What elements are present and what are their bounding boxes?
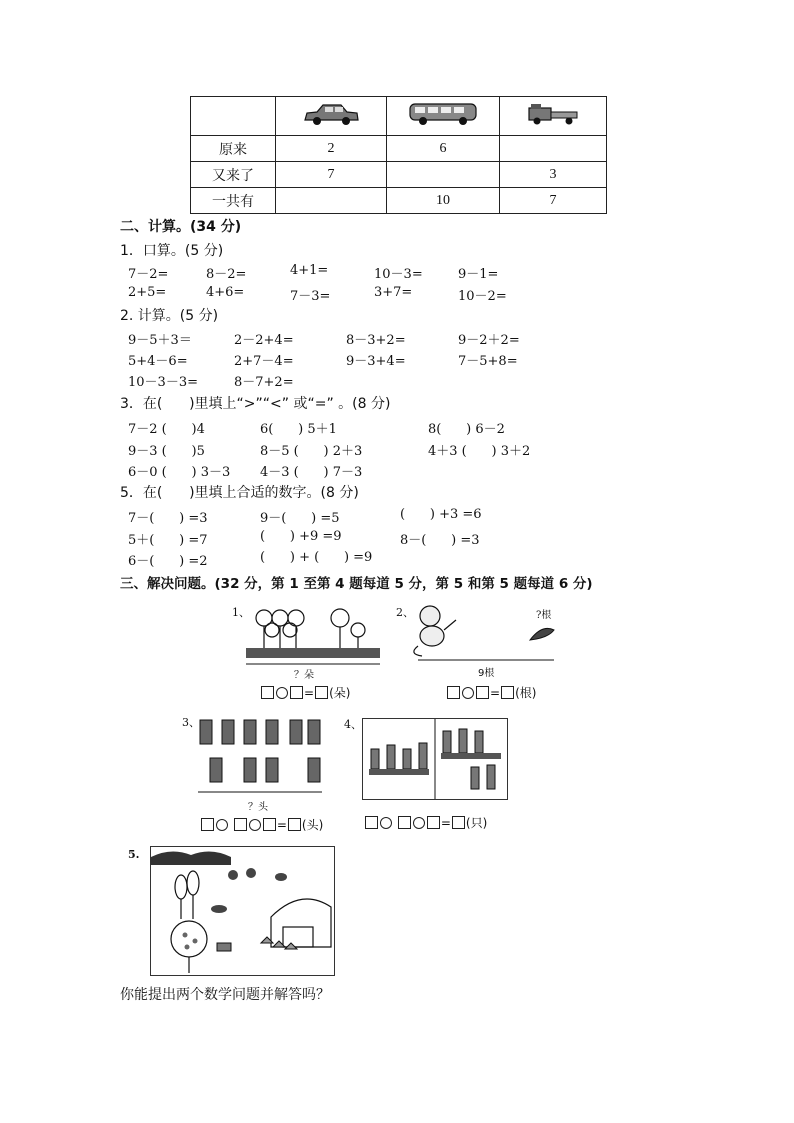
operator-circle[interactable] — [462, 687, 474, 699]
q2-item: 9－2＋2= — [458, 333, 520, 348]
q1-item: 4+6= — [206, 285, 245, 300]
q2-item: 2+7－4= — [234, 354, 294, 369]
problem-number: 2、 — [396, 606, 414, 619]
q2-item: 10－3－3= — [128, 375, 198, 390]
q5-title: 5．在( )里填上合适的数字。(8 分) — [120, 485, 359, 501]
table-cell: 7 — [500, 188, 607, 214]
table-cell: 2 — [276, 136, 387, 162]
q1-item: 7－3= — [290, 289, 331, 304]
unit-label: (头) — [301, 818, 324, 832]
truck-icon — [525, 100, 581, 128]
q1-item: 10－3= — [374, 267, 423, 282]
table-cell — [387, 162, 500, 188]
operator-circle[interactable] — [276, 687, 288, 699]
q1-item: 9－1= — [458, 267, 499, 282]
q5-item: 7－( ) =3 — [128, 511, 208, 526]
answer-box[interactable] — [398, 816, 411, 829]
q1-item: 8－2= — [206, 267, 247, 282]
table-header-truck — [500, 97, 607, 136]
bananas-icon — [528, 624, 556, 644]
problem-number: 1、 — [232, 606, 250, 619]
picture-frame — [362, 718, 508, 800]
q5-item: 5＋( ) =7 — [128, 533, 208, 548]
problem-4 — [344, 712, 508, 832]
problem-number: 4、 — [344, 718, 362, 731]
table-cell: 6 — [387, 136, 500, 162]
farm-scene — [150, 846, 335, 976]
problem-number: 5. — [128, 848, 140, 861]
equation-template: = (只) — [364, 814, 487, 831]
vehicle-table — [190, 96, 607, 214]
q2-item: 8－7+2= — [234, 375, 294, 390]
row-label: 原来 — [191, 136, 276, 162]
table-cell: 10 — [387, 188, 500, 214]
q1-item: 3+7= — [374, 285, 413, 300]
q3-title: 3．在( )里填上“>”“<” 或“=” 。(8 分) — [120, 396, 391, 412]
answer-box[interactable] — [263, 818, 276, 831]
unit-label: (朵) — [329, 686, 351, 700]
table-row — [191, 136, 607, 162]
q3-item: 7－2 ( )4 — [128, 422, 205, 437]
table-header-bus — [387, 97, 500, 136]
problem-3 — [182, 712, 342, 832]
answer-box[interactable] — [201, 818, 214, 831]
animals-icon — [196, 714, 324, 794]
q3-item: 4－3 ( ) 7－3 — [260, 465, 363, 480]
q3-item: 8－5 ( ) 2＋3 — [260, 444, 363, 459]
q3-item: 9－3 ( )5 — [128, 444, 205, 459]
bus-icon — [407, 100, 479, 128]
answer-box[interactable] — [234, 818, 247, 831]
answer-box[interactable] — [501, 686, 514, 699]
q3-item: 6－0 ( ) 3－3 — [128, 465, 231, 480]
problem-question: ?根 — [536, 610, 552, 621]
unit-label: (根) — [515, 686, 537, 700]
problem-label: 9根 — [478, 668, 495, 679]
car-icon — [301, 100, 361, 128]
table-corner — [191, 97, 276, 136]
q3-item: 6( ) 5＋1 — [260, 422, 337, 437]
problem-label: ？头 — [248, 802, 268, 813]
q1-item: 7－2= — [128, 267, 169, 282]
equation-template: = (朵) — [260, 684, 350, 701]
unit-label: (只) — [465, 816, 488, 830]
operator-circle[interactable] — [216, 819, 228, 831]
problem-2 — [396, 602, 556, 702]
operator-circle[interactable] — [380, 817, 392, 829]
table-cell: 3 — [500, 162, 607, 188]
q3-item: 8( ) 6－2 — [428, 422, 505, 437]
q5-item: ( ) + ( ) =9 — [260, 550, 373, 565]
operator-circle[interactable] — [413, 817, 425, 829]
q2-item: 9－3+4= — [346, 354, 406, 369]
problem-label: ？朵 — [294, 670, 314, 681]
table-row — [191, 188, 607, 214]
q2-item: 8－3+2= — [346, 333, 406, 348]
section-3-title: 三、解决问题。(32 分，第 1 至第 4 题每道 5 分，第 5 和第 5 题每道 6 分) — [120, 576, 593, 592]
row-label: 一共有 — [191, 188, 276, 214]
section-2-title: 二、计算。(34 分) — [120, 219, 242, 235]
operator-circle[interactable] — [249, 819, 261, 831]
q2-item: 7－5+8= — [458, 354, 518, 369]
q5-item: 6－( ) =2 — [128, 554, 208, 569]
table-cell — [276, 188, 387, 214]
flowers-icon — [244, 604, 382, 666]
q2-title: 2. 计算。(5 分) — [120, 308, 219, 324]
table-row — [191, 162, 607, 188]
answer-box[interactable] — [365, 816, 378, 829]
q5-item: 8－( ) =3 — [400, 533, 480, 548]
table-header-car — [276, 97, 387, 136]
problem-number: 3、 — [182, 716, 200, 729]
q1-item: 2+5= — [128, 285, 167, 300]
row-label: 又来了 — [191, 162, 276, 188]
farm-scene-icon — [151, 847, 334, 975]
answer-box[interactable] — [288, 818, 301, 831]
monkey-icon — [408, 602, 468, 658]
problem-1 — [232, 602, 382, 702]
answer-box[interactable] — [261, 686, 274, 699]
equation-template: = (头) — [200, 816, 323, 833]
q5-item: ( ) +9 =9 — [260, 529, 342, 544]
q5-item: ( ) +3 =6 — [400, 507, 482, 522]
q1-item: 10－2= — [458, 289, 507, 304]
q3-item: 4＋3 ( ) 3＋2 — [428, 444, 531, 459]
q2-item: 2－2+4= — [234, 333, 294, 348]
q2-item: 9－5＋3＝ — [128, 333, 192, 348]
answer-box[interactable] — [452, 816, 465, 829]
problem-5-question: 你能提出两个数学问题并解答吗？ — [120, 987, 330, 1003]
answer-box[interactable] — [447, 686, 460, 699]
q5-item: 9－( ) =5 — [260, 511, 340, 526]
equation-template: = (根) — [446, 684, 536, 701]
q1-title: 1．口算。(5 分) — [120, 243, 224, 259]
answer-box[interactable] — [290, 686, 303, 699]
answer-box[interactable] — [476, 686, 489, 699]
answer-box[interactable] — [315, 686, 328, 699]
answer-box[interactable] — [427, 816, 440, 829]
giraffes-icon — [363, 719, 507, 799]
table-cell — [500, 136, 607, 162]
q1-item: 4+1= — [290, 263, 329, 278]
table-cell: 7 — [276, 162, 387, 188]
q2-item: 5+4－6= — [128, 354, 188, 369]
